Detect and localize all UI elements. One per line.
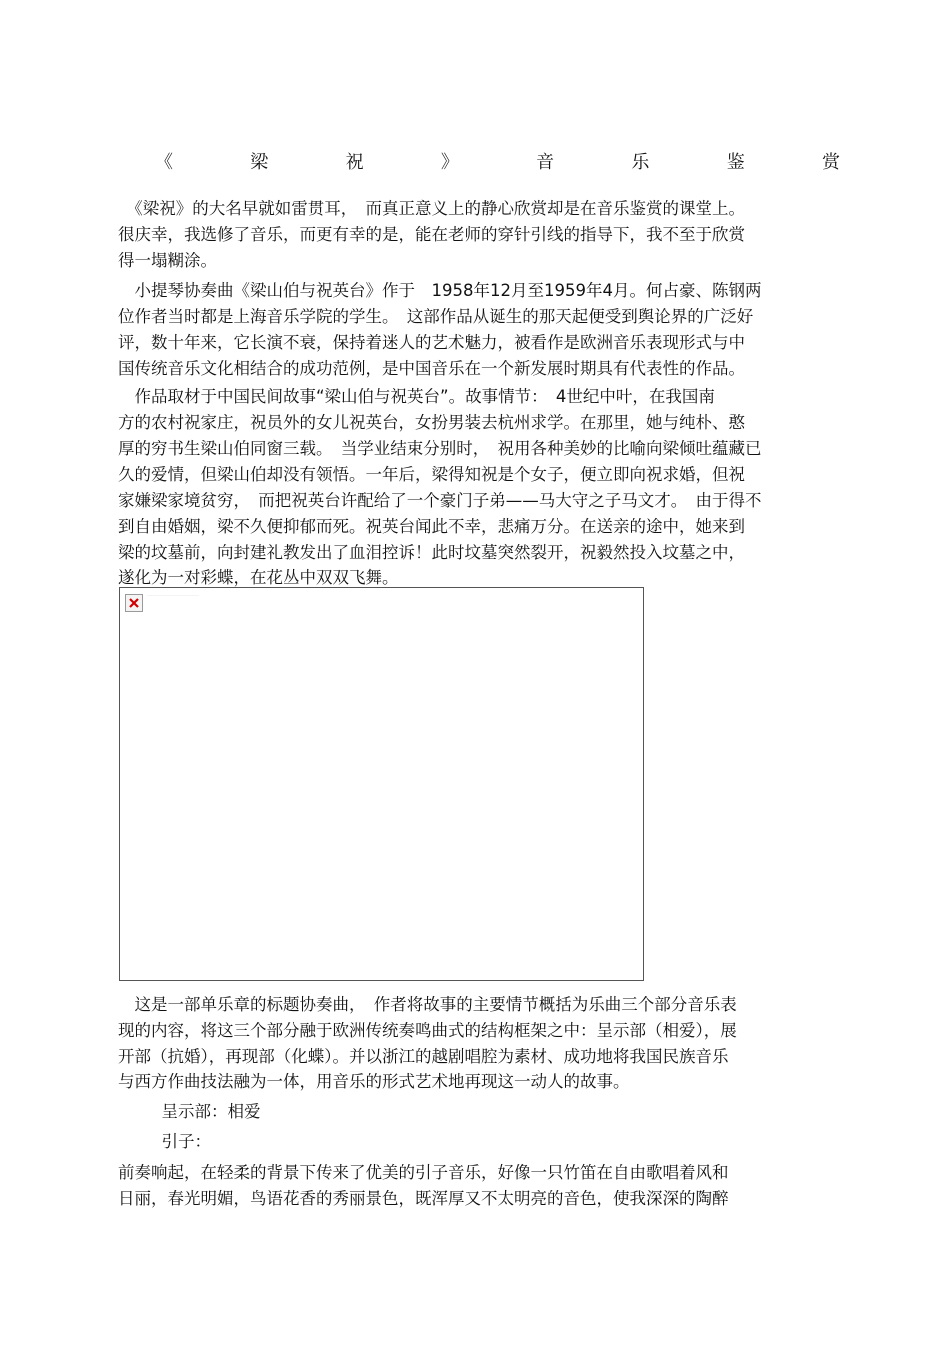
text-line: 方的农村祝家庄，祝员外的女儿祝英台，女扮男装去杭州求学。在那里，她与纯朴、憨 xyxy=(118,413,745,432)
text-line: 得一塌糊涂。 xyxy=(118,251,217,270)
subsection-heading: 引子： xyxy=(145,1132,211,1151)
text-line: 现的内容，将这三个部分融于欧洲传统奏鸣曲式的结构框架之中：呈示部（相爱），展 xyxy=(118,1021,737,1040)
text-line: 家嫌梁家境贫穷， 而把祝英台许配给了一个豪门子弟——马大守之子马文才。 由于得不 xyxy=(118,491,762,510)
text-line: 久的爱情，但梁山伯却没有领悟。一年后，梁得知祝是个女子，便立即向祝求婚，但祝 xyxy=(118,465,745,484)
document-title xyxy=(155,151,840,175)
text-line: 到自由婚姻，梁不久便抑郁而死。祝英台闻此不幸，悲痛万分。在送亲的途中，她来到 xyxy=(118,517,745,536)
embedded-image-frame xyxy=(119,587,644,981)
text-line: 梁的坟墓前，向封建礼教发出了血泪控诉！此时坟墓突然裂开，祝毅然投入坟墓之中， xyxy=(118,543,745,562)
text-line: 《梁祝》的大名早就如雷贯耳， 而真正意义上的静心欣赏却是在音乐鉴赏的课堂上。 xyxy=(118,199,745,218)
text-line: 小提琴协奏曲《梁山伯与祝英台》作于 1958年12月至1959年4月。何占豪、陈钢两 xyxy=(118,281,762,300)
text-line: 前奏响起，在轻柔的背景下传来了优美的引子音乐，好像一只竹笛在自由歌唱着风和 xyxy=(118,1163,729,1182)
title-char: 乐 xyxy=(631,152,650,173)
title-char: 赏 xyxy=(821,152,840,173)
text-line: 很庆幸，我选修了音乐，而更有幸的是，能在老师的穿针引线的指导下，我不至于欣赏 xyxy=(118,225,745,244)
text-line: 国传统音乐文化相结合的成功范例，是中国音乐在一个新发展时期具有代表性的作品。 xyxy=(118,359,745,378)
text-line: 评，数十年来，它长演不衰，保持着迷人的艺术魅力，被看作是欧洲音乐表现形式与中 xyxy=(118,333,745,352)
text-line: 这是一部单乐章的标题协奏曲， 作者将故事的主要情节概括为乐曲三个部分音乐表 xyxy=(118,995,737,1014)
title-char: 祝 xyxy=(345,152,364,173)
text-line: 遂化为一对彩蝶，在花丛中双双飞舞。 xyxy=(118,568,399,587)
title-char: 鉴 xyxy=(726,152,745,173)
text-line: 日丽，春光明媚，鸟语花香的秀丽景色，既浑厚又不太明亮的音色，使我深深的陶醉 xyxy=(118,1189,729,1208)
broken-image-icon xyxy=(125,594,143,612)
text-line: 作品取材于中国民间故事“梁山伯与祝英台”。故事情节： 4世纪中叶，在我国南 xyxy=(118,387,715,406)
text-line: 厚的穷书生梁山伯同窗三载。 当学业结束分别时， 祝用各种美妙的比喻向梁倾吐蕴藏已 xyxy=(118,439,762,458)
text-line: 位作者当时都是上海音乐学院的学生。 这部作品从诞生的那天起便受到舆论界的广泛好 xyxy=(118,307,754,326)
section-heading: 呈示部：相爱 xyxy=(145,1102,261,1121)
text-line: 与西方作曲技法融为一体，用音乐的形式艺术地再现这一动人的故事。 xyxy=(118,1072,630,1091)
text-line: 开部（抗婚），再现部（化蝶）。并以浙江的越剧唱腔为素材、成功地将我国民族音乐 xyxy=(118,1047,729,1066)
title-char: 《 xyxy=(155,152,173,173)
title-char: 》 xyxy=(440,152,459,173)
title-char: 音 xyxy=(536,152,555,173)
title-char: 梁 xyxy=(250,152,269,173)
image-caption-text: …………………………………………………………………… xyxy=(147,595,199,597)
